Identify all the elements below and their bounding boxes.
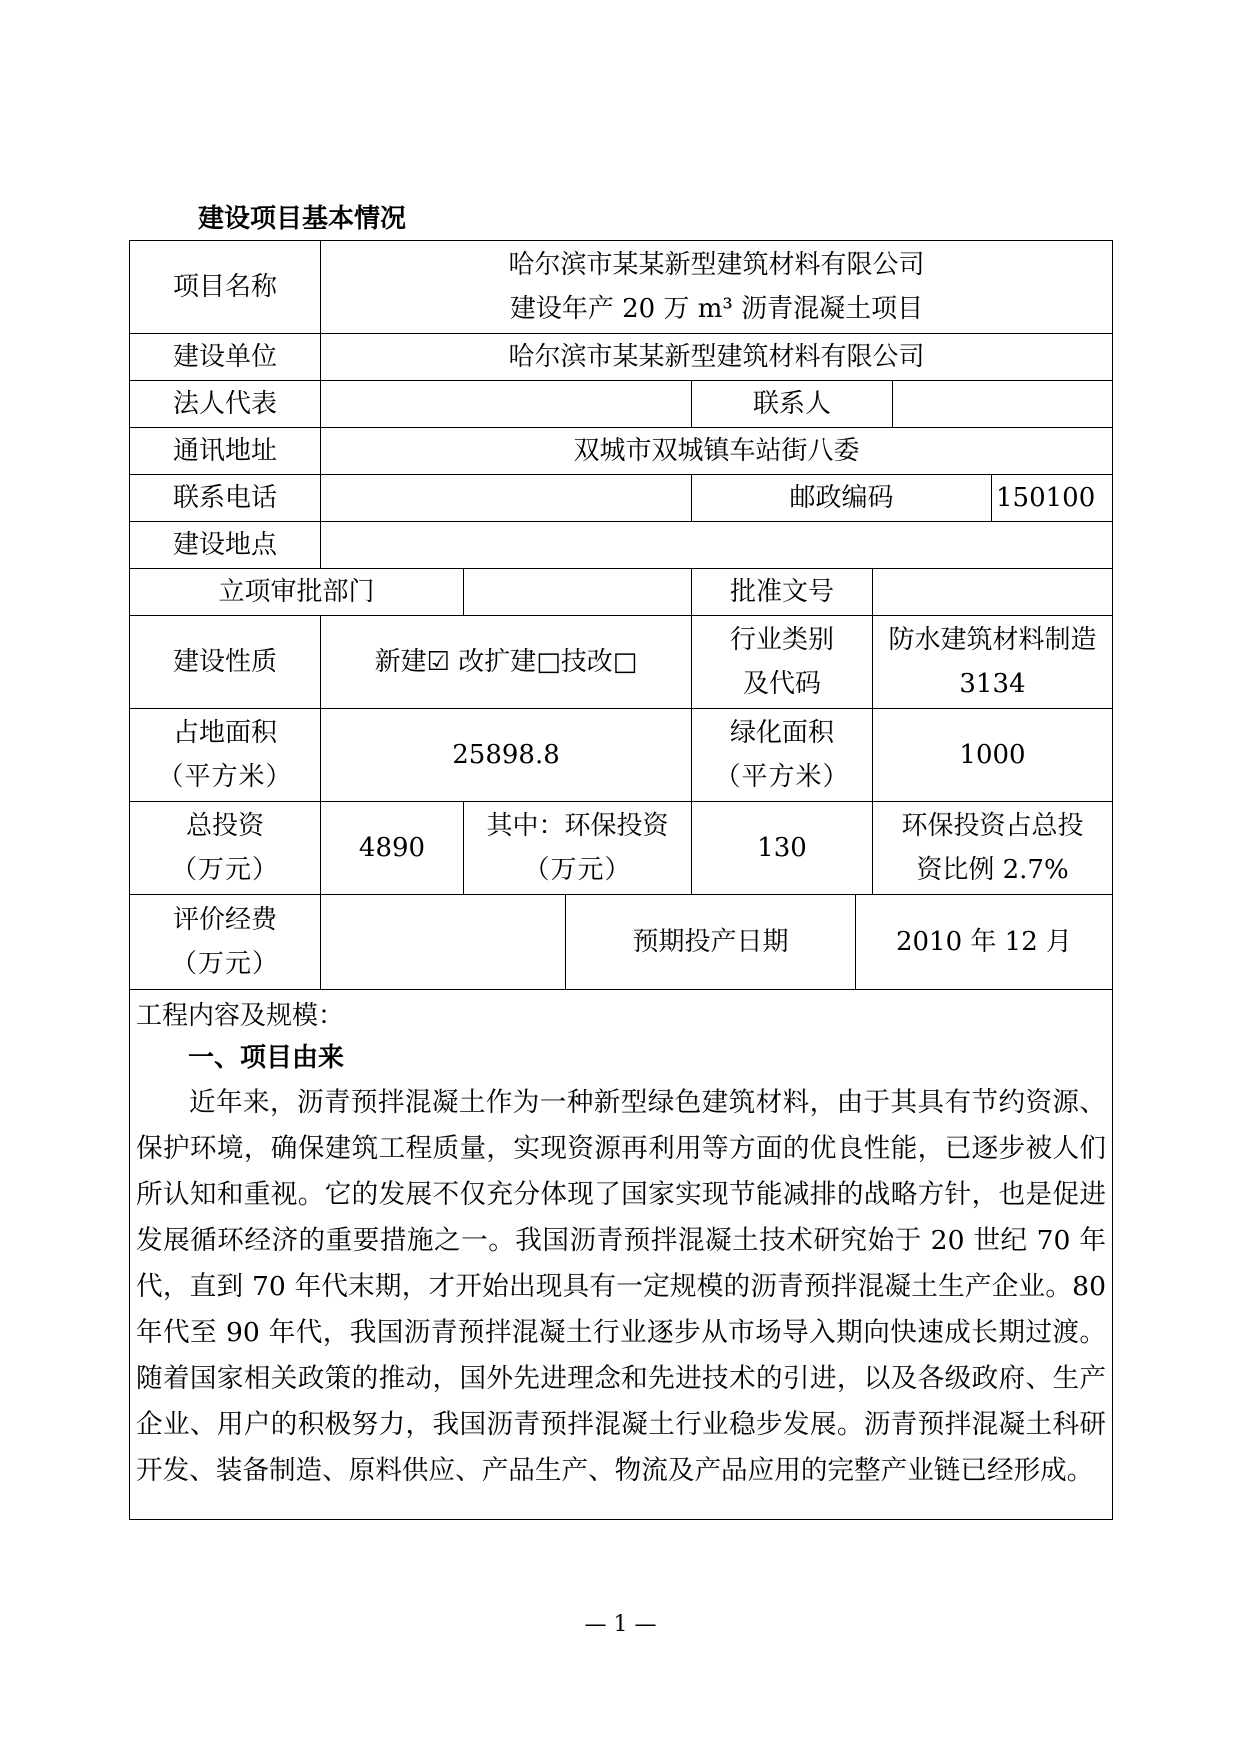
site-value — [320, 521, 1113, 569]
address-label: 通讯地址 — [129, 427, 321, 475]
page-title: 建设项目基本情况 — [198, 204, 407, 234]
invest-value: 4890 — [320, 801, 464, 895]
unit-label: 建设单位 — [129, 333, 321, 381]
industry-label: 行业类别 及代码 — [691, 615, 873, 709]
green-value: 1000 — [872, 708, 1113, 802]
project-name-label: 项目名称 — [129, 240, 321, 334]
project-name-value: 哈尔滨市某某新型建筑材料有限公司 建设年产 20 万 m³ 沥青混凝土项目 — [320, 240, 1113, 334]
area-label: 占地面积 （平方米） — [129, 708, 321, 802]
nature-value: 新建☑ 改扩建□技改□ — [320, 615, 692, 709]
phone-label: 联系电话 — [129, 474, 321, 522]
approval-dept-label: 立项审批部门 — [129, 568, 464, 616]
contact-label: 联系人 — [691, 380, 893, 428]
contact-value — [892, 380, 1113, 428]
approval-doc-value — [872, 568, 1113, 616]
green-label: 绿化面积 （平方米） — [691, 708, 873, 802]
address-value: 双城市双城镇车站街八委 — [320, 427, 1113, 475]
eval-fee-value — [320, 894, 566, 990]
prod-date-value: 2010 年 12 月 — [855, 894, 1113, 990]
legal-rep-label: 法人代表 — [129, 380, 321, 428]
postcode-value: 150100 — [991, 474, 1113, 522]
site-label: 建设地点 — [129, 521, 321, 569]
phone-value — [320, 474, 692, 522]
industry-value: 防水建筑材料制造 3134 — [872, 615, 1113, 709]
invest-label: 总投资 （万元） — [129, 801, 321, 895]
unit-value: 哈尔滨市某某新型建筑材料有限公司 — [320, 333, 1113, 381]
env-ratio: 环保投资占总投 资比例 2.7% — [872, 801, 1113, 895]
content-paragraph: 近年来，沥青预拌混凝土作为一种新型绿色建筑材料，由于其具有节约资源、保护环境，确保建筑工程质量，实现资源再利用等方面的优良性能，已逐步被人们所认知和重视。它的发展不仅充分体现了国家实现节能减排的战略方针，也是促进发展循环经济的重要措施之一。我国沥青预拌混凝土技术研究始于 20 世纪 70 年代，直到 70 年代末期，才开始出现具有一定规模的沥青预拌混凝土生产企业。80 年代至 90 年代，我国沥青预拌混凝土行业逐步从市场导入期向快速成长期过渡。随着国家相关政策的推动，国外先进理念和先进技术的引进，以及各级政府、生产企业、用户的积极努力，我国沥青预拌混凝土行业稳步发展。沥青预拌混凝土科研开发、装备制造、原料供应、产品生产、物流及产品应用的完整产业链已经形成。 — [136, 1087, 1106, 1486]
approval-dept-value — [463, 568, 692, 616]
env-invest-label: 其中：环保投资 （万元） — [463, 801, 692, 895]
section-title: 一、项目由来 — [188, 1043, 345, 1073]
eval-fee-label: 评价经费 （万元） — [129, 894, 321, 990]
postcode-label: 邮政编码 — [691, 474, 992, 522]
prod-date-label: 预期投产日期 — [565, 894, 856, 990]
area-value: 25898.8 — [320, 708, 692, 802]
page-number: — 1 — — [584, 1612, 657, 1637]
approval-doc-label: 批准文号 — [691, 568, 873, 616]
nature-label: 建设性质 — [129, 615, 321, 709]
content-label: 工程内容及规模： — [136, 1001, 345, 1031]
legal-rep-value — [320, 380, 692, 428]
content-box — [129, 989, 1113, 1520]
env-invest-value: 130 — [691, 801, 873, 895]
